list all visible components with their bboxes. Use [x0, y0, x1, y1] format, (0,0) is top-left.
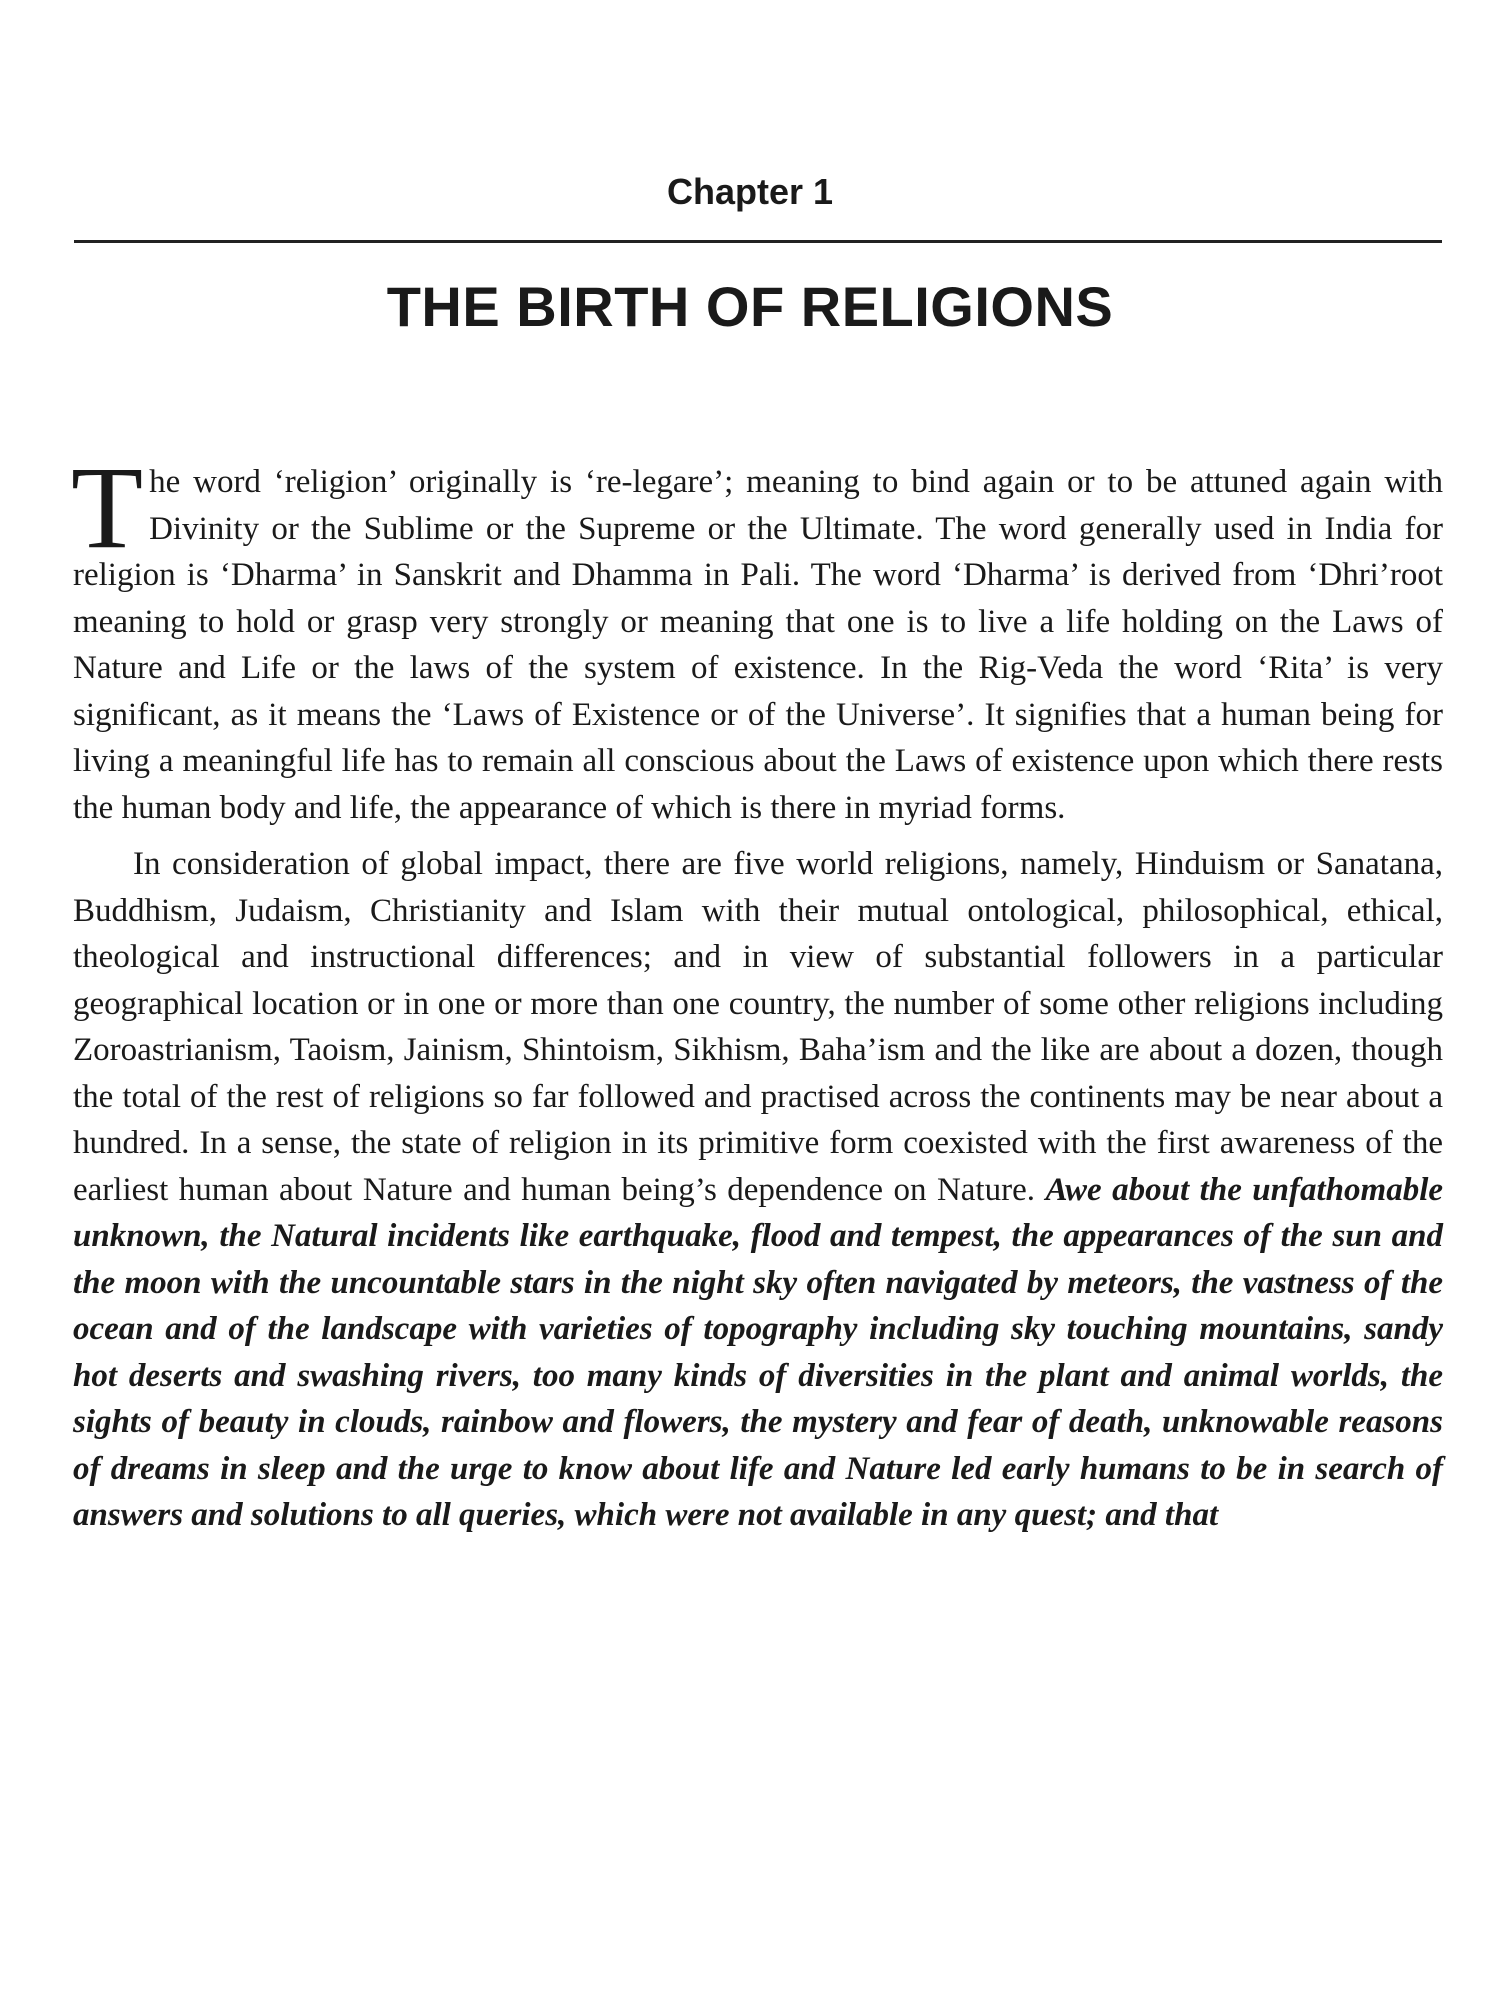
- paragraph-1: [71, 442, 1443, 831]
- paragraph-2: [73, 841, 1443, 1539]
- paragraph-1-text: he word ‘religion’ originally is ‘re-legare’; meaning to bind again or to be attuned again with Divinity or the Sublime or the Supreme or the Ultimate. The word generally used in India for religion is ‘Dharma’ in Sanskrit and Dhamma in Pali. The word ‘Dharma’ is derived from ‘Dhri’root meaning to hold or grasp very strongly or meaning that one is to live a life holding on the Laws of Nature and Life or the laws of the system of existence. In the Rig-Veda the word ‘Rita’ is very significant, as it means the ‘Laws of Existence or of the Universe’. It signifies that a human being for living a meaningful life has to remain all conscious about the Laws of existence upon which there rests the human body and life, the appearance of which is there in myriad forms.: [73, 464, 1443, 826]
- drop-cap: T: [71, 442, 144, 573]
- paragraph-2-text: In consideration of global impact, there are five world religions, namely, Hinduism or Sanatana, Buddhism, Judaism, Christianity and Islam with their mutual ontological, philosophical, ethical, theological and instructional differences; and in view of substantial followers in a particular geographical location or in one or more than one country, the number of some other religions including Zoroastrianism, Taoism, Jainism, Shintoism, Sikhism, Baha’ism and the like are about a dozen, though the total of the rest of religions so far followed and practised across the continents may be near about a hundred. In a sense, the state of religion in its primitive form coexisted with the first awareness of the earliest human about Nature and human being’s dependence on Nature.: [73, 846, 1443, 1208]
- chapter-label: Chapter 1: [666, 171, 834, 212]
- chapter-divider: [74, 240, 1442, 243]
- chapter-title: THE BIRTH OF RELIGIONS: [386, 275, 1114, 338]
- chapter-body: [71, 442, 1444, 1539]
- paragraph-2-emphasis: Awe about the unfathomable unknown, the Natural incidents like earthquake, flood and tempest, the appearances of the sun and the moon with the uncountable stars in the night sky often navigated by meteors, the vastness of the ocean and of the landscape with varieties of topography including sky touching mountains, sandy hot deserts and swashing rivers, too many kinds of diversities in the plant and animal worlds, the sights of beauty in clouds, rainbow and flowers, the mystery and fear of death, unknowable reasons of dreams in sleep and the urge to know about life and Nature led early humans to be in search of answers and solutions to all queries, which were not available in any quest; and that: [73, 1171, 1444, 1533]
